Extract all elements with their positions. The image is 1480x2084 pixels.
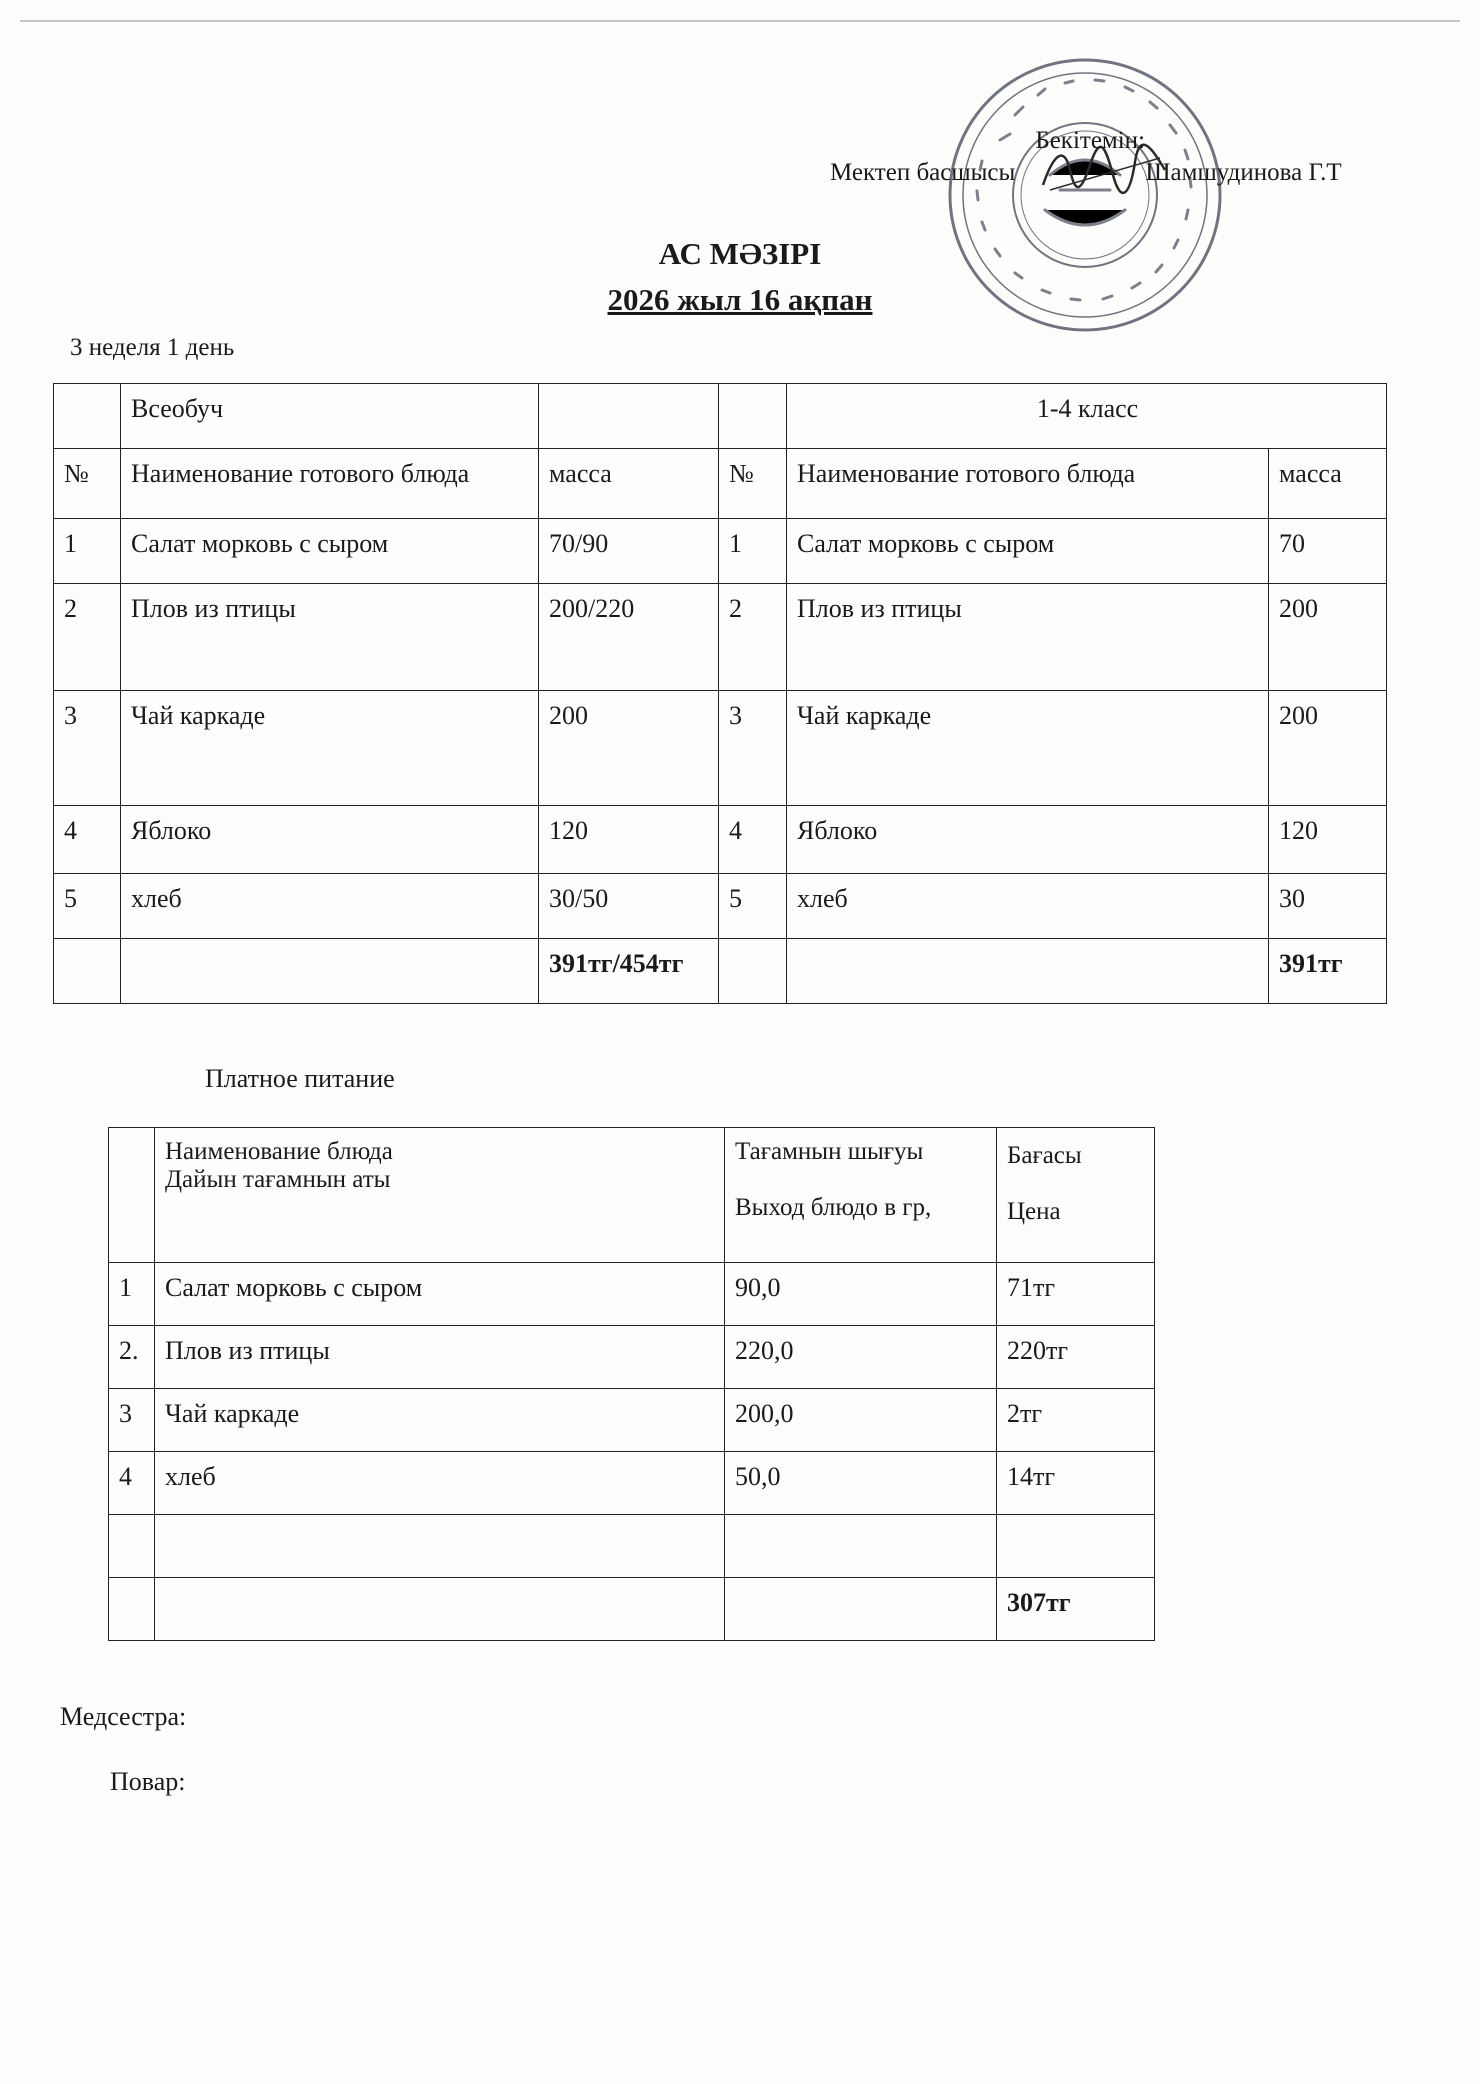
- total-left: 391тг/454тг: [539, 939, 719, 1004]
- row-number: 2: [54, 584, 121, 691]
- row-number: 3: [109, 1389, 155, 1452]
- table-group-row: [54, 384, 1387, 449]
- paid-menu-title: Платное питание: [205, 1064, 395, 1093]
- table-row: [54, 806, 1387, 874]
- row-number: 4: [54, 806, 121, 874]
- header-name-kz: Дайын тағамнын аты: [165, 1166, 391, 1193]
- table-row: [109, 1263, 1155, 1326]
- column-header-yield: [725, 1128, 997, 1263]
- dish-mass: 70: [1269, 519, 1387, 584]
- table-header-row: [109, 1128, 1155, 1263]
- table-total-row: [109, 1578, 1155, 1641]
- dish-name: хлеб: [787, 874, 1269, 939]
- director-name: Шамшудинова Г.Т: [1145, 159, 1342, 186]
- approve-label: Бекітемін:: [1035, 127, 1145, 154]
- table-row: [109, 1389, 1155, 1452]
- dish-name: Салат морковь с сыром: [155, 1263, 725, 1326]
- dish-yield: 50,0: [725, 1452, 997, 1515]
- column-header-no: №: [54, 449, 121, 519]
- cook-signature-label: Повар:: [110, 1767, 186, 1796]
- dish-name: Плов из птицы: [155, 1326, 725, 1389]
- row-number: 3: [54, 691, 121, 806]
- dish-mass: 200: [1269, 584, 1387, 691]
- column-header-no: №: [719, 449, 787, 519]
- dish-mass: 200: [539, 691, 719, 806]
- document-date: 2026 жыл 16 ақпан: [607, 282, 873, 317]
- dish-yield: 200,0: [725, 1389, 997, 1452]
- header-name-ru: Наименование блюда: [165, 1138, 393, 1165]
- header-price-kz: Бағасы: [1007, 1142, 1082, 1169]
- table-row: [109, 1326, 1155, 1389]
- nurse-signature-label: Медсестра:: [60, 1702, 187, 1731]
- table-row: [109, 1452, 1155, 1515]
- row-number: 2.: [109, 1326, 155, 1389]
- group-right-label: 1-4 класс: [787, 384, 1387, 449]
- paid-total: 307тг: [997, 1578, 1155, 1641]
- dish-name: Плов из птицы: [787, 584, 1269, 691]
- director-title: Мектеп басшысы: [830, 159, 1016, 186]
- dish-price: 2тг: [997, 1389, 1155, 1452]
- dish-name: Чай каркаде: [155, 1389, 725, 1452]
- table-header-row: [54, 449, 1387, 519]
- row-number: 5: [54, 874, 121, 939]
- dish-mass: 200: [1269, 691, 1387, 806]
- dish-mass: 120: [539, 806, 719, 874]
- dish-price: 14тг: [997, 1452, 1155, 1515]
- column-header-price: [997, 1128, 1155, 1263]
- row-number: 2: [719, 584, 787, 691]
- approval-block: [830, 125, 1390, 189]
- column-header-name: Наименование готового блюда: [787, 449, 1269, 519]
- dish-name: хлеб: [121, 874, 539, 939]
- column-header-mass: масса: [1269, 449, 1387, 519]
- dish-name: Чай каркаде: [787, 691, 1269, 806]
- table-row: [54, 874, 1387, 939]
- table-row: [54, 584, 1387, 691]
- dish-name: Салат морковь с сыром: [121, 519, 539, 584]
- column-header-name: Наименование готового блюда: [121, 449, 539, 519]
- header-price-ru: Цена: [1007, 1198, 1061, 1225]
- dish-price: 71тг: [997, 1263, 1155, 1326]
- row-number: 1: [109, 1263, 155, 1326]
- dish-mass: 30/50: [539, 874, 719, 939]
- dish-name: Яблоко: [121, 806, 539, 874]
- header-yield-kz: Тағамнын шығуы: [735, 1138, 924, 1165]
- dish-mass: 120: [1269, 806, 1387, 874]
- dish-mass: 200/220: [539, 584, 719, 691]
- dish-yield: 90,0: [725, 1263, 997, 1326]
- dish-yield: 220,0: [725, 1326, 997, 1389]
- paid-menu-table: [108, 1127, 1155, 1641]
- group-left-label: Всеобуч: [121, 384, 539, 449]
- total-right: 391тг: [1269, 939, 1387, 1004]
- dish-price: 220тг: [997, 1326, 1155, 1389]
- table-row: [54, 519, 1387, 584]
- dish-name: Салат морковь с сыром: [787, 519, 1269, 584]
- row-number: 4: [719, 806, 787, 874]
- dish-mass: 30: [1269, 874, 1387, 939]
- row-number: 5: [719, 874, 787, 939]
- row-number: 1: [719, 519, 787, 584]
- column-header-name: [155, 1128, 725, 1263]
- table-row: [54, 691, 1387, 806]
- dish-name: Чай каркаде: [121, 691, 539, 806]
- dish-mass: 70/90: [539, 519, 719, 584]
- dish-name: Плов из птицы: [121, 584, 539, 691]
- week-day-label: 3 неделя 1 день: [70, 334, 235, 361]
- dish-name: Яблоко: [787, 806, 1269, 874]
- row-number: 3: [719, 691, 787, 806]
- table-total-row: [54, 939, 1387, 1004]
- table-empty-row: [109, 1515, 1155, 1578]
- row-number: 4: [109, 1452, 155, 1515]
- scan-top-edge: [20, 20, 1460, 22]
- header-yield-ru: Выход блюдо в гр,: [735, 1194, 932, 1221]
- row-number: 1: [54, 519, 121, 584]
- dish-name: хлеб: [155, 1452, 725, 1515]
- document-title: АС МӘЗІРІ: [658, 236, 822, 271]
- column-header-mass: масса: [539, 449, 719, 519]
- main-menu-table: [53, 383, 1387, 1004]
